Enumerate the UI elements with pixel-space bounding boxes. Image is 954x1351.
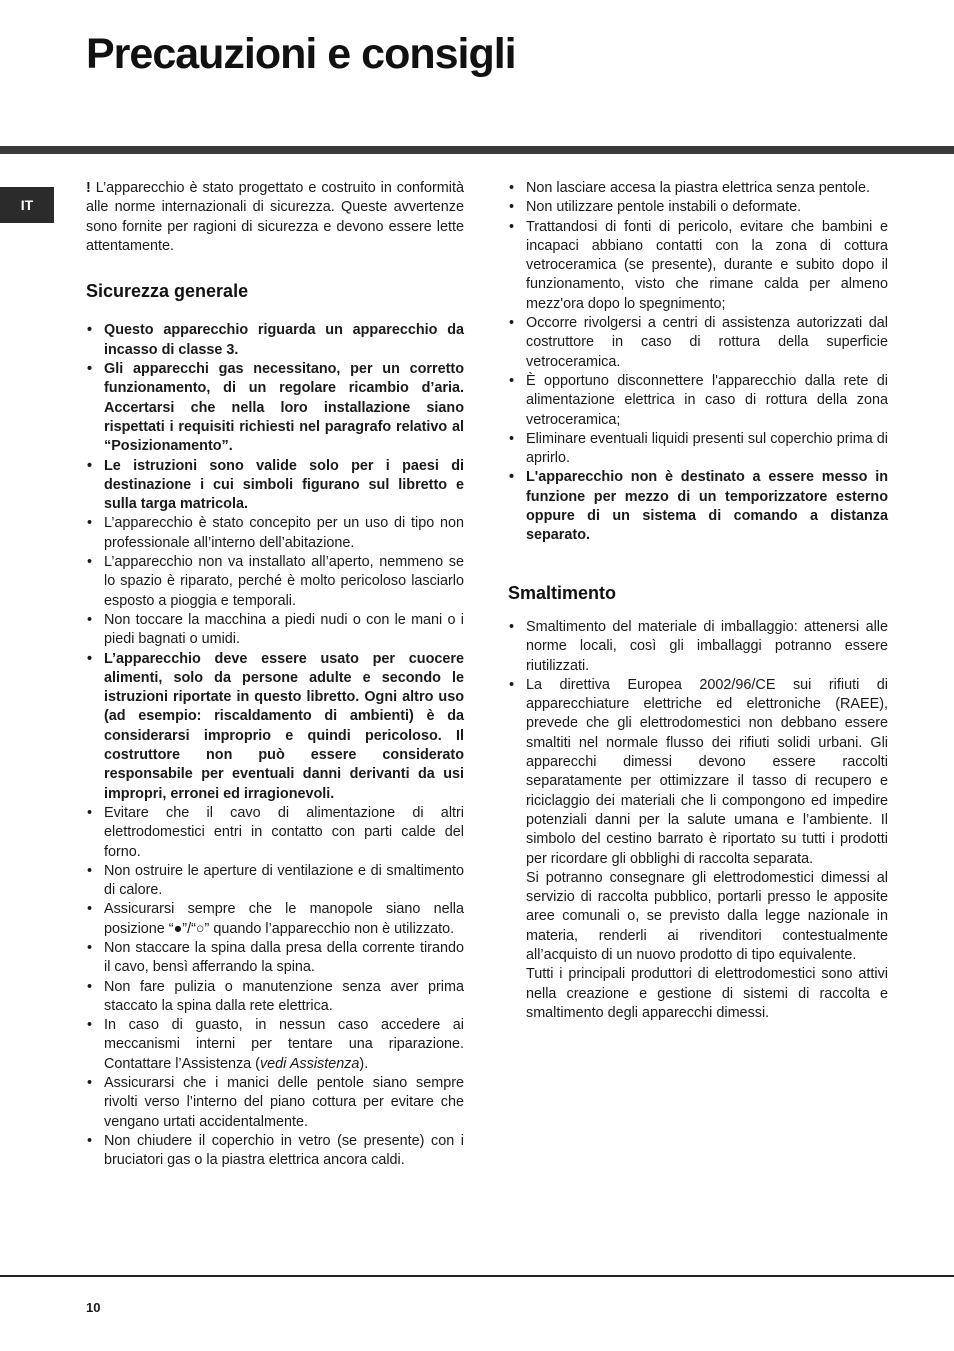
language-tab: IT	[0, 187, 54, 223]
sicurezza-list-left	[86, 321, 464, 1170]
list-item: • La direttiva Europea 2002/96/CE sui rifiuti di apparecchiature elettriche ed elettroniche (RAEE), prevede che gli elettrodomestici non debbano essere smaltiti nel normale flusso dei rifiuti solidi urbani. Gli apparecchi dimessi devono essere raccolti separatamente per ottimizzare il tasso di recupero e riciclaggio dei materiali che li compongono ed impedire potenziali danni per la salute umana e l’ambiente. Il simbolo del cestino barrato è riportato su tutti i prodotti per ricordare gli obblighi di raccolta separata.	[508, 676, 888, 869]
list-item: • È opportuno disconnettere l'apparecchio dalla rete di alimentazione elettrica in caso di rottura della zona vetroceramica;	[508, 372, 888, 430]
assistenza-reference: vedi Assistenza	[259, 1055, 360, 1072]
list-item	[86, 1016, 464, 1074]
sicurezza-list-right	[508, 179, 888, 546]
list-item: • Non ostruire le aperture di ventilazione e di smaltimento di calore.	[86, 862, 464, 901]
intro-text: L’apparecchio è stato progettato e costruito in conformità alle norme internazionali di sicurezza. Queste avvertenze sono fornite per ragioni di sicurezza e devono essere lette attentamente.	[86, 180, 464, 254]
list-item: • Non toccare la macchina a piedi nudi o con le mani o i piedi bagnati o umidi.	[86, 611, 464, 650]
heading-sicurezza-generale: Sicurezza generale	[86, 281, 249, 302]
list-item: • L’apparecchio non va installato all’aperto, nemmeno se lo spazio è riparato, perché è molto pericoloso lasciarlo esposto a pioggia e temporali.	[86, 553, 464, 611]
left-column	[86, 179, 464, 1171]
list-item: • Trattandosi di fonti di pericolo, evitare che bambini e incapaci abbiano contatti con la zona di cottura vetroceramica (se presente), durante e subito dopo il funzionamento, visto che rimane calda per almeno mezz'ora dopo lo spegnimento;	[508, 218, 888, 314]
list-item: • Non fare pulizia o manutenzione senza aver prima staccato la spina dalla rete elettrica.	[86, 978, 464, 1017]
header-divider	[0, 146, 954, 154]
intro-paragraph	[86, 179, 464, 256]
list-item: • Non lasciare accesa la piastra elettrica senza pentole.	[508, 179, 888, 198]
list-item: • Evitare che il cavo di alimentazione di altri elettrodomestici entri in contatto con parti calde del forno.	[86, 804, 464, 862]
smaltimento-paragraph-2: Tutti i principali produttori di elettrodomestici sono attivi nella creazione e gestione di sistemi di raccolta e smaltimento degli apparecchi dimessi.	[526, 966, 888, 1021]
list-item: • L'apparecchio non è destinato a essere messo in funzione per mezzo di un temporizzatore esterno oppure di un sistema di comando a distanza separato.	[508, 468, 888, 545]
page-number: 10	[86, 1300, 101, 1315]
footer-divider	[0, 1275, 954, 1277]
list-item: • Questo apparecchio riguarda un apparecchio da incasso di classe 3.	[86, 321, 464, 360]
page-title: Precauzioni e consigli	[86, 30, 516, 78]
list-item: • Assicurarsi che i manici delle pentole siano sempre rivolti verso l’interno del piano cottura per evitare che vengano urtati accidentalmente.	[86, 1074, 464, 1132]
heading-smaltimento: Smaltimento	[508, 582, 617, 603]
smaltimento-list	[508, 618, 888, 869]
list-item: • Non utilizzare pentole instabili o deformate.	[508, 198, 888, 217]
list-item: • L’apparecchio deve essere usato per cuocere alimenti, solo da persone adulte e secondo le istruzioni riportate in questo libretto. Ogni altro uso (ad esempio: riscaldamento di ambienti) è da considerarsi improprio e quindi pericoloso. Il costruttore non può essere considerato responsabile per eventuali danni derivanti da usi impropri, erronei ed irragionevoli.	[86, 650, 464, 804]
list-item: • Gli apparecchi gas necessitano, per un corretto funzionamento, di un regolare ricambio d’aria. Accertarsi che nella loro installazione siano rispettati i requisiti richiesti nel paragrafo relativo al “Posizionamento”.	[86, 360, 464, 456]
list-item: • Non staccare la spina dalla presa della corrente tirando il cavo, bensì afferrando la spina.	[86, 939, 464, 978]
list-item: • Le istruzioni sono valide solo per i paesi di destinazione i cui simboli figurano sul libretto e sulla targa matricola.	[86, 457, 464, 515]
list-item-text: In caso di guasto, in nessun caso accedere ai meccanismi interni per tentare una riparazione. Contattare l’Assistenza (	[104, 1017, 464, 1072]
list-item: • Smaltimento del materiale di imballaggio: attenersi alle norme locali, così gli imballaggi potranno essere riutilizzati.	[508, 618, 888, 676]
list-item: • L’apparecchio è stato concepito per un uso di tipo non professionale all’interno dell’abitazione.	[86, 514, 464, 553]
right-column	[508, 179, 888, 1023]
list-item: • Occorre rivolgersi a centri di assistenza autorizzati dal costruttore in caso di rottura della superficie vetroceramica.	[508, 314, 888, 372]
list-item: • Assicurarsi sempre che le manopole siano nella posizione “●”/“○” quando l’apparecchio non è utilizzato.	[86, 900, 464, 939]
list-item-text-end: ).	[359, 1055, 369, 1072]
smaltimento-paragraph-1: Si potranno consegnare gli elettrodomestici dimessi al servizio di raccolta pubblico, portarli presso le apposite aree comunali o, se previsto dalla legge nazionale in materia, renderli ai rivenditori contestualmente all’acquisto di un nuovo prodotto di tipo equivalente.	[526, 869, 888, 963]
list-item: • Non chiudere il coperchio in vetro (se presente) con i bruciatori gas o la piastra elettrica ancora caldi.	[86, 1132, 464, 1171]
warning-mark: !	[86, 180, 91, 196]
list-item: • Eliminare eventuali liquidi presenti sul coperchio prima di aprirlo.	[508, 430, 888, 469]
